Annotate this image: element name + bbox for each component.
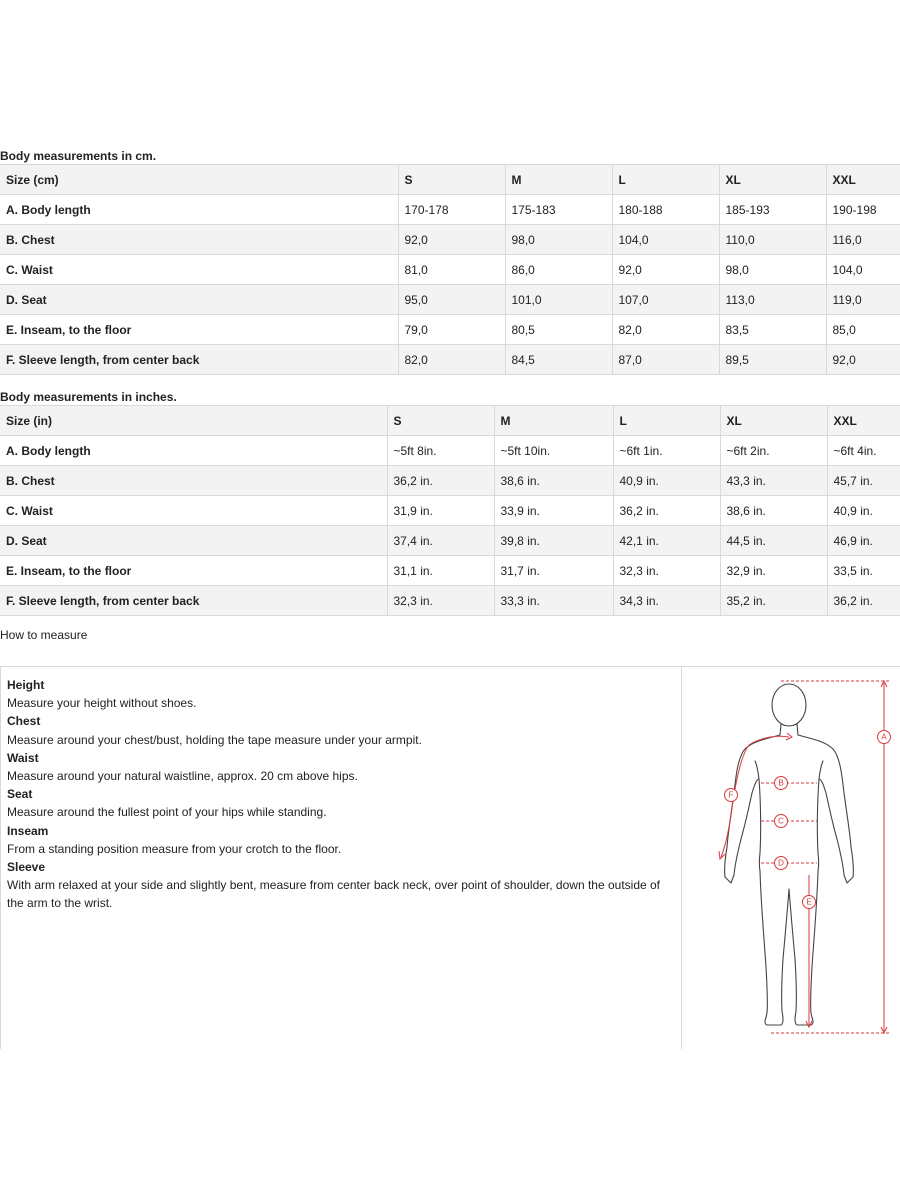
table-row [0,285,900,315]
table-cell: 32,3 in. [387,586,494,616]
table-cell: 36,2 in. [827,586,900,616]
table-cell: 38,6 in. [494,466,613,496]
table-cell: 170-178 [398,195,505,225]
table-cell: 89,5 [719,345,826,375]
instruction-text-chest: Measure around your chest/bust, holding the tape measure under your armpit. [7,732,422,747]
column-header: S [387,406,494,436]
column-header: L [613,406,720,436]
row-label: D. Seat [0,526,387,556]
table-cell: 87,0 [612,345,719,375]
column-header: S [398,165,505,195]
row-label: F. Sleeve length, from center back [0,345,398,375]
table-cell: 33,3 in. [494,586,613,616]
table-cell: ~6ft 2in. [720,436,827,466]
table-cell: 39,8 in. [494,526,613,556]
table-row [0,496,900,526]
table-row [0,225,900,255]
row-label: A. Body length [0,195,398,225]
marker-label-f: F [728,790,734,800]
size-table-inches [0,405,900,616]
instruction-text-inseam: From a standing position measure from your crotch to the floor. [7,841,342,856]
table-cell: 32,9 in. [720,556,827,586]
table-row [0,556,900,586]
table-cell: 43,3 in. [720,466,827,496]
table-cell: 33,5 in. [827,556,900,586]
measure-markers [725,731,891,909]
measure-instructions [7,676,672,913]
instruction-title-sleeve: Sleeve [7,860,46,875]
table-cell: 79,0 [398,315,505,345]
column-header: M [505,165,612,195]
marker-label-e: E [806,897,812,907]
table-header-row [0,165,900,195]
how-to-measure-panel [0,666,900,1049]
instruction-title-chest: Chest [7,714,41,729]
table-cell: 81,0 [398,255,505,285]
table-cell: 35,2 in. [720,586,827,616]
table-cell: 190-198 [826,195,900,225]
table-cell: 86,0 [505,255,612,285]
table-cell: 110,0 [719,225,826,255]
table-row [0,466,900,496]
marker-labels [729,733,888,907]
table-cell: ~5ft 10in. [494,436,613,466]
table-cell: 107,0 [612,285,719,315]
cm-table-caption: Body measurements in cm. [0,149,157,163]
instruction-text-seat: Measure around the fullest point of your hips while standing. [7,805,327,820]
instruction-title-height: Height [7,678,45,692]
table-cell: 98,0 [505,225,612,255]
row-label: B. Chest [0,466,387,496]
column-header: Size (in) [0,406,387,436]
table-row [0,526,900,556]
table-cell: 33,9 in. [494,496,613,526]
table-cell: 92,0 [826,345,900,375]
table-header-row [0,406,900,436]
table-cell: 113,0 [719,285,826,315]
column-header: M [494,406,613,436]
table-cell: 46,9 in. [827,526,900,556]
row-label: A. Body length [0,436,387,466]
measure-lines [719,681,891,1033]
column-header: L [612,165,719,195]
row-label: C. Waist [0,496,387,526]
instruction-text-height: Measure your height without shoes. [7,696,197,711]
marker-label-b: B [778,778,784,788]
table-cell: 82,0 [612,315,719,345]
table-cell: 36,2 in. [613,496,720,526]
table-cell: 36,2 in. [387,466,494,496]
table-cell: 38,6 in. [720,496,827,526]
instruction-title-inseam: Inseam [7,823,49,838]
in-table-caption: Body measurements in inches. [0,390,177,404]
table-cell: 42,1 in. [613,526,720,556]
table-row [0,345,900,375]
table-cell: 84,5 [505,345,612,375]
table-row [0,586,900,616]
table-row [0,195,900,225]
size-table-cm [0,164,900,375]
instruction-title-seat: Seat [7,787,33,802]
table-cell: 104,0 [612,225,719,255]
table-cell: 31,9 in. [387,496,494,526]
row-label: F. Sleeve length, from center back [0,586,387,616]
marker-label-c: C [778,816,784,826]
row-label: D. Seat [0,285,398,315]
table-row [0,315,900,345]
column-header: XL [720,406,827,436]
table-cell: 83,5 [719,315,826,345]
table-cell: 40,9 in. [613,466,720,496]
table-cell: 40,9 in. [827,496,900,526]
table-cell: ~5ft 8in. [387,436,494,466]
table-cell: 95,0 [398,285,505,315]
table-cell: 31,7 in. [494,556,613,586]
table-cell: 37,4 in. [387,526,494,556]
table-cell: 92,0 [398,225,505,255]
marker-label-a: A [881,732,887,742]
table-cell: ~6ft 1in. [613,436,720,466]
table-cell: 175-183 [505,195,612,225]
instruction-text-sleeve: With arm relaxed at your side and slightly bent, measure from center back neck, over point of shoulder, down the outside of the arm to the wrist. [7,878,661,911]
column-header: XXL [826,165,900,195]
instruction-title-waist: Waist [7,750,39,765]
column-header: XXL [827,406,900,436]
row-label: E. Inseam, to the floor [0,556,387,586]
table-cell: 34,3 in. [613,586,720,616]
table-cell: 85,0 [826,315,900,345]
table-cell: 98,0 [719,255,826,285]
table-cell: 92,0 [612,255,719,285]
table-cell: 101,0 [505,285,612,315]
instruction-text-waist: Measure around your natural waistline, approx. 20 cm above hips. [7,769,358,784]
row-label: C. Waist [0,255,398,285]
body-measurement-figure [691,675,896,1045]
table-cell: 44,5 in. [720,526,827,556]
row-label: E. Inseam, to the floor [0,315,398,345]
table-cell: 180-188 [612,195,719,225]
column-header: Size (cm) [0,165,398,195]
table-cell: 31,1 in. [387,556,494,586]
table-cell: 119,0 [826,285,900,315]
column-header: XL [719,165,826,195]
table-cell: 80,5 [505,315,612,345]
how-to-measure-heading: How to measure [0,628,88,642]
table-cell: 45,7 in. [827,466,900,496]
row-label: B. Chest [0,225,398,255]
table-cell: 104,0 [826,255,900,285]
table-cell: 82,0 [398,345,505,375]
panel-divider [681,667,682,1049]
table-cell: 116,0 [826,225,900,255]
table-cell: ~6ft 4in. [827,436,900,466]
table-row [0,255,900,285]
table-cell: 185-193 [719,195,826,225]
marker-label-d: D [778,858,784,868]
table-cell: 32,3 in. [613,556,720,586]
table-row [0,436,900,466]
